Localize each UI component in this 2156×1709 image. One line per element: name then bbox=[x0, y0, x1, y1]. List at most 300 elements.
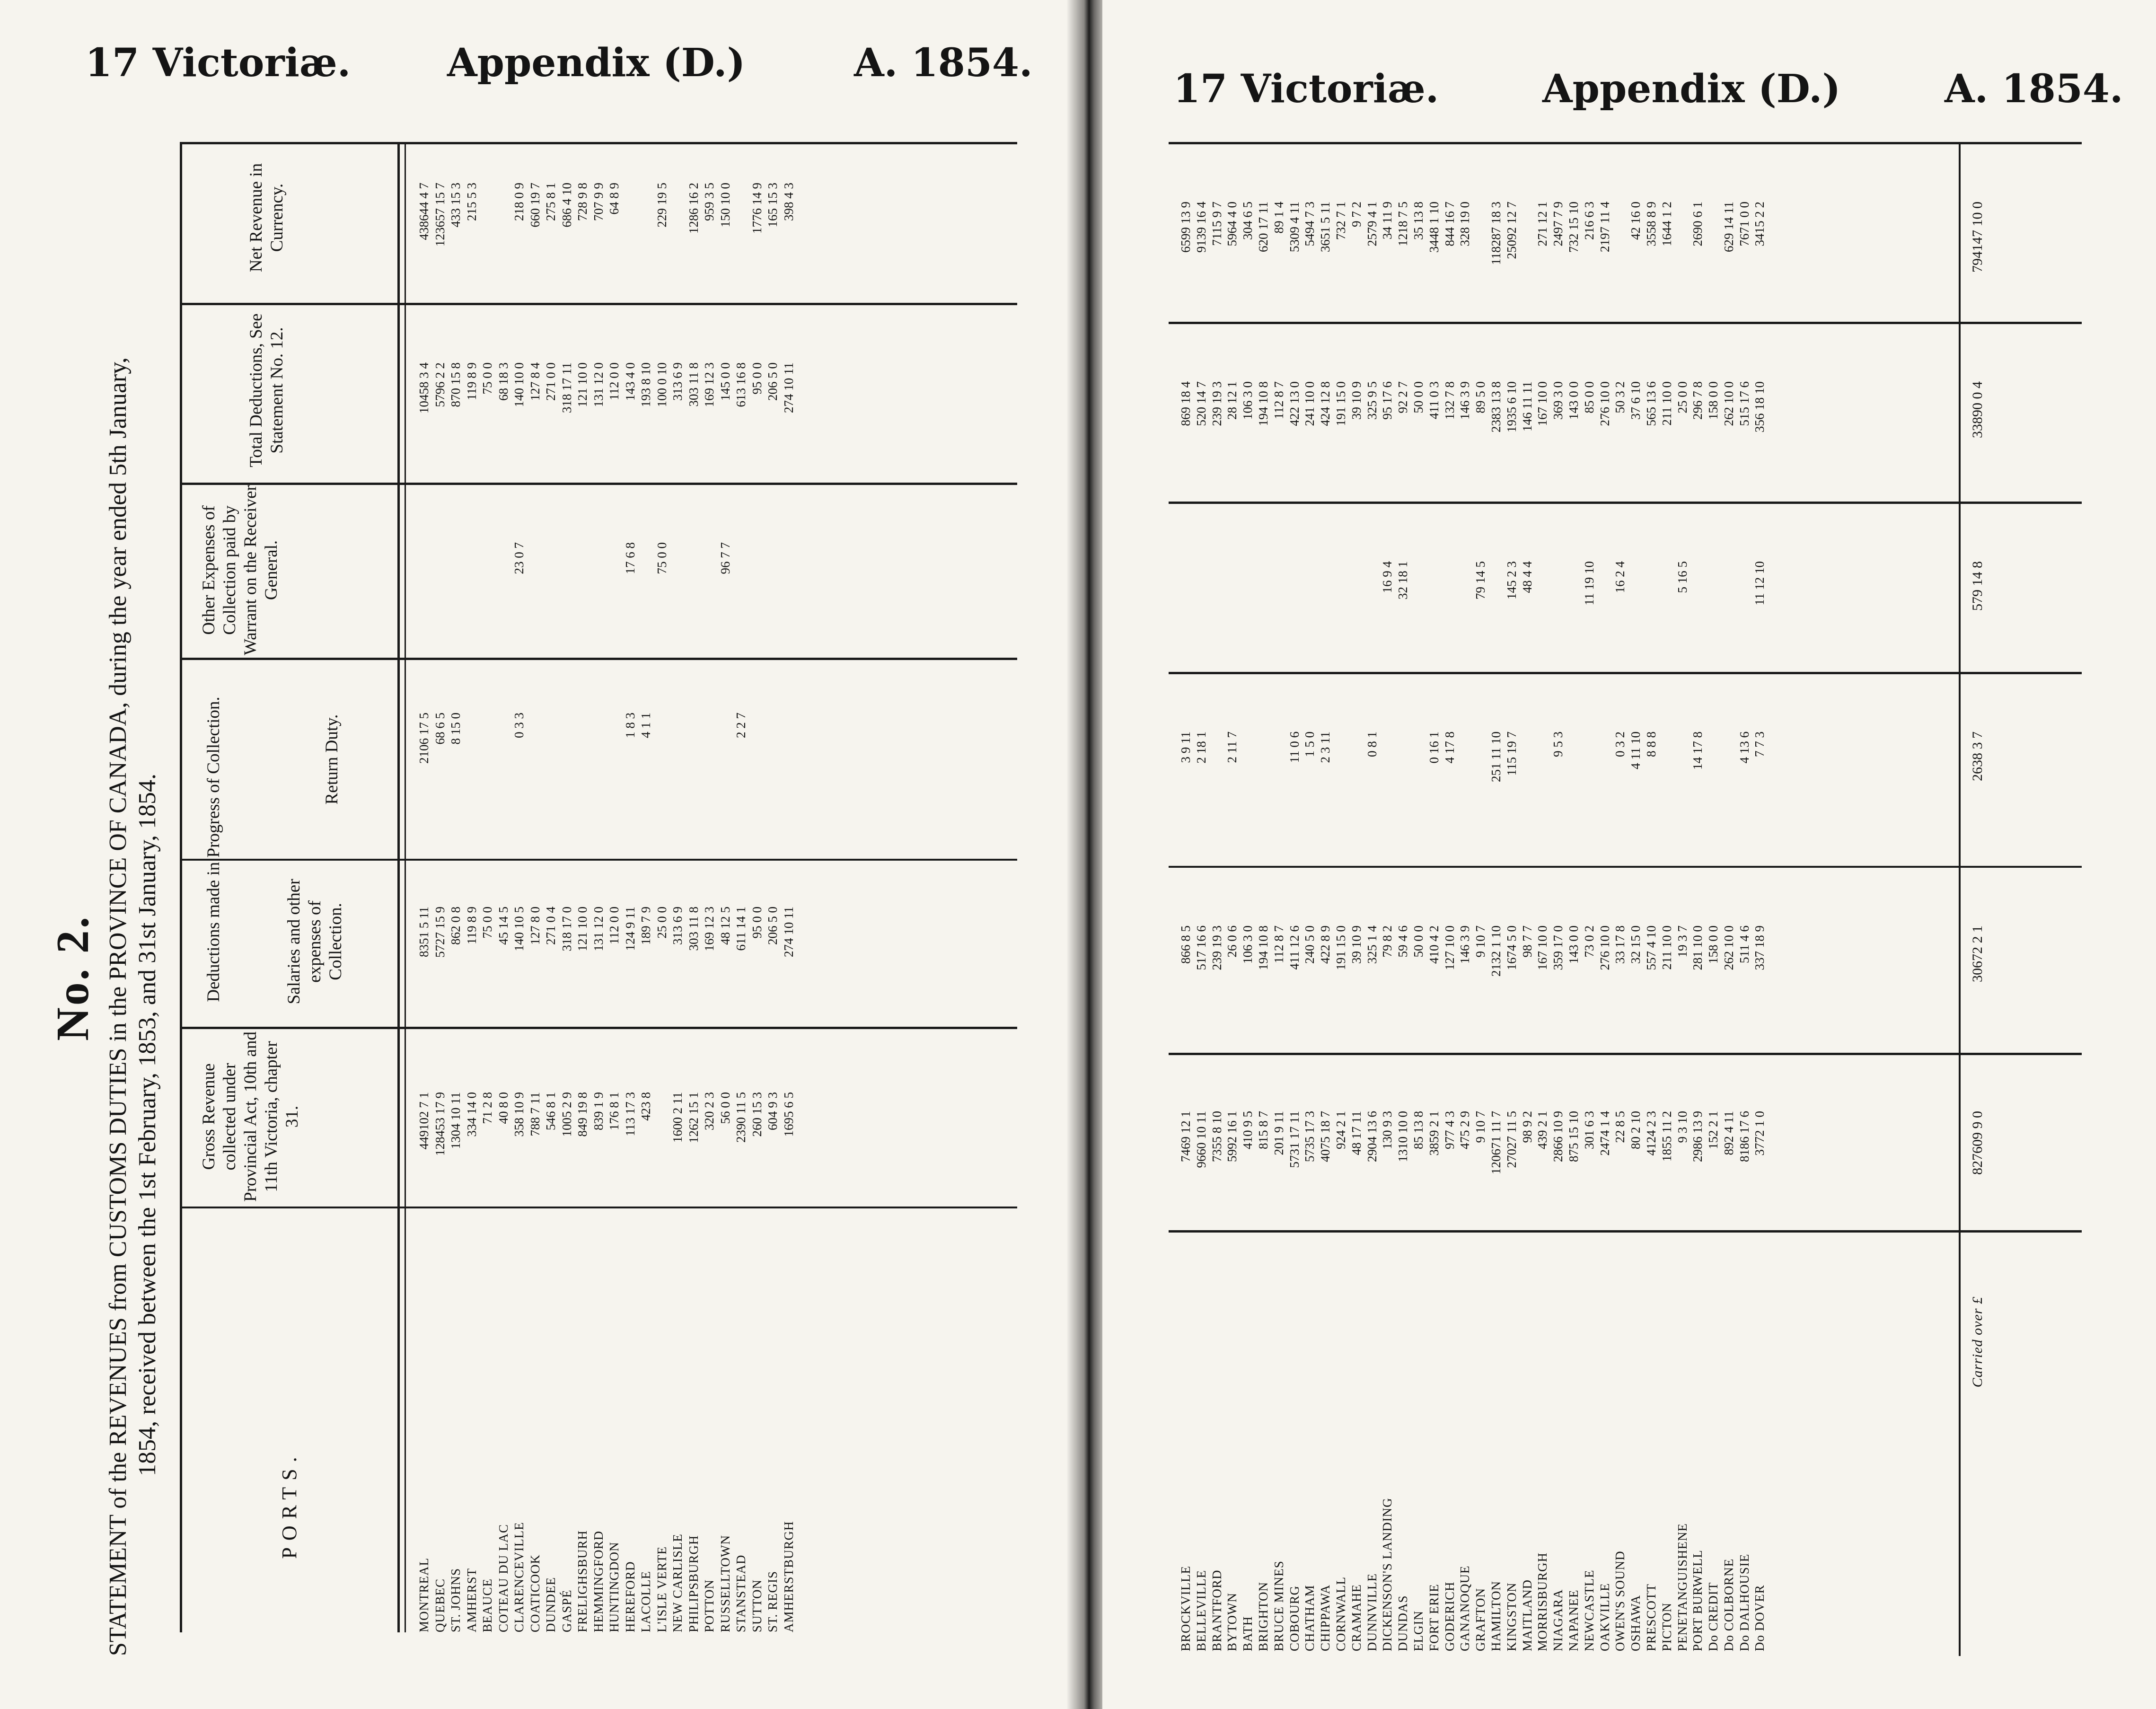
gross-revenue: 3772 1 0 bbox=[1752, 1111, 1767, 1156]
return-duty: 4 1 1 bbox=[639, 713, 653, 738]
net-revenue: 728 9 8 bbox=[575, 183, 590, 221]
salaries-expenses: 189 7 9 bbox=[639, 907, 653, 945]
gross-revenue: 815 8 7 bbox=[1256, 1111, 1270, 1149]
salaries-expenses: 239 19 3 bbox=[1209, 925, 1224, 970]
other-expenses bbox=[1364, 561, 1380, 731]
col-header-ports: PORTS. bbox=[278, 1450, 301, 1559]
gross-revenue: 9660 10 11 bbox=[1194, 1111, 1208, 1168]
return-duty: 4 17 8 bbox=[1442, 731, 1457, 764]
salaries-expenses: 95 0 0 bbox=[749, 907, 764, 939]
return-duty bbox=[670, 713, 686, 907]
net-revenue: 25092 12 7 bbox=[1504, 202, 1519, 259]
total-deductions: 50 3 2 bbox=[1613, 381, 1628, 414]
gross-revenue: 875 15 10 bbox=[1566, 1111, 1581, 1162]
net-revenue: 216 6 3 bbox=[1582, 202, 1596, 240]
left-table-body bbox=[416, 142, 797, 1632]
gross-revenue: 2904 13 6 bbox=[1364, 1111, 1379, 1162]
gross-revenue: 130 9 3 bbox=[1380, 1111, 1395, 1149]
net-revenue: 844 16 7 bbox=[1442, 202, 1457, 247]
return-duty bbox=[765, 713, 781, 907]
net-revenue: 35 13 8 bbox=[1411, 202, 1426, 240]
return-duty: 1 5 0 bbox=[1302, 731, 1317, 757]
table-row bbox=[1550, 142, 1566, 1651]
salaries-expenses: 411 12 6 bbox=[1287, 925, 1302, 970]
port-name: HAMILTON bbox=[1488, 1580, 1503, 1651]
other-expenses bbox=[1690, 561, 1706, 731]
port-name: BATH bbox=[1241, 1616, 1255, 1651]
net-revenue bbox=[1675, 202, 1690, 381]
other-expenses: 32 18 1 bbox=[1396, 561, 1410, 599]
port-name: COATICOOK bbox=[528, 1554, 542, 1632]
gross-revenue: 98 9 2 bbox=[1520, 1111, 1534, 1143]
other-expenses: 48 4 4 bbox=[1520, 561, 1534, 593]
table-rule-header-2 bbox=[405, 142, 406, 1632]
port-name: STANSTEAD bbox=[734, 1554, 748, 1632]
net-revenue bbox=[480, 183, 496, 362]
total-deductions: 158 0 0 bbox=[1706, 381, 1721, 420]
other-expenses: 17 6 8 bbox=[623, 542, 637, 574]
return-duty bbox=[1256, 731, 1271, 925]
header-right-year: A. 1854. bbox=[1945, 66, 2123, 112]
table-row bbox=[1659, 142, 1675, 1651]
other-expenses bbox=[1287, 561, 1302, 731]
gross-revenue: 8186 17 6 bbox=[1737, 1111, 1751, 1162]
salaries-expenses: 410 4 2 bbox=[1426, 925, 1441, 964]
port-name: ELGIN bbox=[1411, 1611, 1426, 1651]
salaries-expenses: 19 3 7 bbox=[1675, 925, 1690, 958]
other-expenses: 11 19 10 bbox=[1582, 561, 1596, 606]
other-expenses bbox=[591, 542, 607, 713]
salaries-expenses: 1674 5 0 bbox=[1504, 925, 1519, 970]
total-deductions: 325 9 5 bbox=[1364, 381, 1379, 420]
return-duty bbox=[1582, 731, 1597, 925]
net-revenue: 165 15 3 bbox=[766, 183, 780, 228]
gross-revenue: 113 17 3 bbox=[623, 1092, 637, 1136]
table-row bbox=[1457, 142, 1473, 1651]
port-name: GODERICH bbox=[1442, 1581, 1457, 1651]
other-expenses bbox=[575, 542, 591, 713]
table-row bbox=[1442, 142, 1458, 1651]
return-duty: 0 8 1 bbox=[1364, 731, 1379, 757]
port-name: AMHERST bbox=[464, 1568, 479, 1632]
other-expenses bbox=[1178, 561, 1194, 731]
net-revenue: 218 0 9 bbox=[512, 183, 526, 221]
gross-revenue: 5735 17 3 bbox=[1302, 1111, 1317, 1162]
salaries-expenses: 119 8 9 bbox=[464, 907, 479, 944]
port-name: BRANTFORD bbox=[1209, 1569, 1224, 1651]
other-expenses bbox=[1721, 561, 1737, 731]
gross-revenue: 48 17 11 bbox=[1349, 1111, 1364, 1155]
net-revenue: 3651 5 11 bbox=[1318, 202, 1333, 252]
salaries-expenses: 146 3 9 bbox=[1458, 925, 1472, 964]
net-revenue: 3448 1 10 bbox=[1426, 202, 1441, 253]
salaries-expenses: 303 11 8 bbox=[686, 907, 701, 951]
net-revenue: 7671 0 0 bbox=[1737, 202, 1751, 247]
table-row bbox=[543, 142, 559, 1632]
gross-revenue: 85 13 8 bbox=[1411, 1111, 1426, 1149]
other-expenses bbox=[496, 542, 512, 713]
gross-revenue: 1005 2 9 bbox=[559, 1092, 574, 1137]
net-revenue: 732 15 10 bbox=[1566, 202, 1581, 253]
port-name: CORNWALL bbox=[1333, 1577, 1348, 1651]
carried-over-salaries: 30672 2 1 bbox=[1970, 925, 1985, 982]
port-name: LACOLLE bbox=[639, 1571, 653, 1632]
salaries-expenses: 127 10 0 bbox=[1442, 925, 1457, 970]
total-deductions: 276 10 0 bbox=[1597, 381, 1612, 426]
salaries-expenses: 866 8 5 bbox=[1179, 925, 1193, 964]
total-deductions: 112 0 0 bbox=[607, 362, 621, 400]
table-row bbox=[1178, 142, 1194, 1651]
return-duty bbox=[1209, 731, 1225, 925]
table-row bbox=[781, 142, 797, 1632]
net-revenue bbox=[1612, 202, 1628, 381]
port-name: RUSSELLTOWN bbox=[718, 1534, 732, 1632]
table-row bbox=[686, 142, 702, 1632]
return-duty bbox=[591, 713, 607, 907]
net-revenue: 215 5 3 bbox=[464, 183, 479, 221]
port-name: PRESCOTT bbox=[1644, 1583, 1658, 1651]
gross-revenue: 9 3 10 bbox=[1675, 1111, 1690, 1143]
return-duty: 7 7 3 bbox=[1752, 731, 1767, 757]
table-row bbox=[1582, 142, 1597, 1651]
total-deductions: 515 17 6 bbox=[1737, 381, 1751, 426]
salaries-expenses: 73 0 2 bbox=[1582, 925, 1596, 958]
return-duty bbox=[1706, 731, 1721, 925]
table-row bbox=[1737, 142, 1752, 1651]
net-revenue: 118287 18 3 bbox=[1488, 202, 1503, 265]
salaries-expenses: 45 14 5 bbox=[496, 907, 510, 945]
port-name: MORRISBURGH bbox=[1535, 1552, 1550, 1651]
return-duty: 8 15 0 bbox=[449, 713, 463, 745]
other-expenses bbox=[1566, 561, 1582, 731]
other-expenses bbox=[686, 542, 702, 713]
table-row bbox=[416, 142, 432, 1632]
salaries-expenses: 517 16 6 bbox=[1194, 925, 1208, 970]
table-row bbox=[1504, 142, 1520, 1651]
return-duty: 2 18 1 bbox=[1194, 731, 1208, 764]
other-expenses bbox=[702, 542, 718, 713]
port-name: L'ISLE VERTE bbox=[654, 1546, 669, 1632]
gross-revenue: 849 19 8 bbox=[575, 1092, 590, 1137]
header-left-regnal-year: 17 Victoriæ. bbox=[1173, 66, 1439, 112]
table-row bbox=[1256, 142, 1271, 1651]
salaries-expenses: 8351 5 11 bbox=[417, 907, 431, 957]
net-revenue bbox=[670, 183, 686, 362]
table-row bbox=[575, 142, 591, 1632]
carried-over-gross: 827609 9 0 bbox=[1970, 1111, 1985, 1175]
net-revenue: 5494 7 3 bbox=[1302, 202, 1317, 247]
table-row bbox=[654, 142, 670, 1632]
salaries-expenses: 26 0 6 bbox=[1225, 925, 1240, 958]
return-duty bbox=[1659, 731, 1675, 925]
net-revenue bbox=[1520, 202, 1535, 381]
statement-number: No. 2. bbox=[47, 915, 98, 1041]
gross-revenue: 22 8 5 bbox=[1613, 1111, 1628, 1143]
other-expenses bbox=[1659, 561, 1675, 731]
total-deductions: 193 8 10 bbox=[639, 362, 653, 407]
port-name: KINGSTON bbox=[1504, 1582, 1519, 1651]
port-name: ST. JOHNS bbox=[449, 1568, 463, 1632]
salaries-expenses: 325 1 4 bbox=[1364, 925, 1379, 964]
return-duty bbox=[1535, 731, 1550, 925]
return-duty bbox=[575, 713, 591, 907]
gross-revenue: 358 10 9 bbox=[512, 1092, 526, 1137]
table-row bbox=[480, 142, 496, 1632]
salaries-expenses: 48 12 5 bbox=[718, 907, 732, 945]
carried-over-net: 794147 10 0 bbox=[1970, 202, 1985, 273]
salaries-expenses: 106 3 0 bbox=[1241, 925, 1255, 964]
other-expenses bbox=[607, 542, 623, 713]
port-name: POTTON bbox=[702, 1579, 716, 1632]
port-name: FORT ERIE bbox=[1426, 1584, 1441, 1651]
port-name: NEWCASTLE bbox=[1582, 1569, 1596, 1651]
total-deductions: 424 12 8 bbox=[1318, 381, 1333, 426]
return-duty bbox=[1380, 731, 1395, 925]
gross-revenue: 7355 8 10 bbox=[1209, 1111, 1224, 1162]
port-name: COBOURG bbox=[1287, 1585, 1302, 1651]
salaries-expenses: 337 18 9 bbox=[1752, 925, 1767, 970]
col-header-other-expenses: Other Expenses of Collection paid by Warrant on the Receiver General. bbox=[199, 485, 281, 655]
return-duty: 2 11 7 bbox=[1225, 731, 1240, 763]
net-revenue: 3558 8 9 bbox=[1644, 202, 1658, 247]
port-name: NAPANEE bbox=[1566, 1589, 1581, 1651]
total-deductions: 146 3 9 bbox=[1458, 381, 1472, 420]
salaries-expenses: 359 17 0 bbox=[1551, 925, 1566, 970]
total-deductions: 143 4 0 bbox=[623, 362, 637, 401]
port-name: PENETANGUISHENE bbox=[1675, 1523, 1690, 1651]
total-deductions: 75 0 0 bbox=[480, 362, 494, 395]
net-revenue: 1776 14 9 bbox=[749, 183, 764, 234]
total-deductions: 869 18 4 bbox=[1179, 381, 1193, 426]
total-deductions: 356 18 10 bbox=[1752, 381, 1767, 432]
other-expenses bbox=[432, 542, 449, 713]
net-revenue: 123657 15 7 bbox=[432, 183, 447, 247]
net-revenue bbox=[733, 183, 749, 362]
salaries-expenses: 140 10 5 bbox=[512, 907, 526, 951]
gross-revenue: 1262 15 1 bbox=[686, 1092, 701, 1143]
statement-title-line2: 1854, received between the 1st February, 1853, and 31st January, 1854. bbox=[134, 774, 161, 1476]
gross-revenue: 120671 11 7 bbox=[1488, 1111, 1503, 1174]
gross-revenue: 3859 2 1 bbox=[1426, 1111, 1441, 1156]
net-revenue: 398 4 3 bbox=[781, 183, 796, 221]
gross-revenue: 128453 17 9 bbox=[432, 1092, 447, 1156]
salaries-expenses: 511 4 6 bbox=[1737, 925, 1751, 963]
port-name: MONTREAL bbox=[417, 1558, 431, 1632]
return-duty: 0 16 1 bbox=[1426, 731, 1441, 764]
other-expenses bbox=[1597, 561, 1613, 731]
col-header-total-deductions: Total Deductions, See Statement No. 12. bbox=[246, 313, 287, 467]
table-row bbox=[1520, 142, 1535, 1651]
net-revenue: 304 6 5 bbox=[1241, 202, 1255, 240]
salaries-expenses: 131 12 0 bbox=[591, 907, 606, 951]
total-deductions: 112 8 7 bbox=[1271, 381, 1286, 419]
gross-revenue: 56 0 0 bbox=[718, 1092, 732, 1124]
gross-revenue: 924 2 1 bbox=[1333, 1111, 1348, 1149]
return-duty bbox=[1473, 731, 1488, 925]
gross-revenue: 977 4 3 bbox=[1442, 1111, 1457, 1149]
other-expenses bbox=[765, 542, 781, 713]
other-expenses bbox=[464, 542, 480, 713]
other-expenses bbox=[670, 542, 686, 713]
col-header-return-duty: Return Duty. bbox=[322, 714, 342, 805]
col-header-gross: Gross Revenue collected under Provincial Act, 10th and 11th Victoria, chapter 31. bbox=[199, 1031, 302, 1202]
table-row bbox=[1488, 142, 1504, 1651]
gross-revenue: 4124 2 3 bbox=[1644, 1111, 1658, 1156]
total-deductions: 206 5 0 bbox=[766, 362, 780, 401]
salaries-expenses: 39 10 9 bbox=[1349, 925, 1364, 964]
port-name: Do COLBORNE bbox=[1721, 1558, 1736, 1651]
net-revenue: 686 4 10 bbox=[559, 183, 574, 228]
other-expenses bbox=[781, 542, 797, 713]
statement-title-block bbox=[47, 180, 161, 1656]
other-expenses: 11 12 10 bbox=[1752, 561, 1767, 606]
salaries-expenses: 9 10 7 bbox=[1473, 925, 1488, 958]
return-duty bbox=[718, 713, 734, 907]
salaries-expenses: 5727 15 9 bbox=[432, 907, 447, 958]
return-duty: 2 3 11 bbox=[1318, 731, 1333, 763]
total-deductions: 313 6 9 bbox=[670, 362, 685, 401]
salaries-expenses: 313 6 9 bbox=[670, 907, 685, 945]
net-revenue bbox=[623, 183, 639, 362]
net-revenue: 9139 16 4 bbox=[1194, 202, 1208, 253]
gross-revenue: 5992 16 1 bbox=[1225, 1111, 1240, 1162]
other-expenses bbox=[749, 542, 766, 713]
other-expenses bbox=[1426, 561, 1442, 731]
total-deductions: 262 10 0 bbox=[1721, 381, 1736, 426]
return-duty: 8 8 8 bbox=[1644, 731, 1658, 757]
table-row bbox=[496, 142, 512, 1632]
net-revenue: 660 19 7 bbox=[528, 183, 542, 228]
salaries-expenses: 271 0 4 bbox=[544, 907, 558, 945]
salaries-expenses: 318 17 0 bbox=[559, 907, 574, 951]
col-header-deductions-group: Deductions made in Progress of Collection. bbox=[204, 696, 223, 1002]
return-duty bbox=[1520, 731, 1535, 925]
salaries-expenses: 281 10 0 bbox=[1690, 925, 1705, 970]
net-revenue bbox=[1473, 202, 1488, 381]
salaries-expenses: 274 10 11 bbox=[781, 907, 796, 957]
other-expenses: 96 7 7 bbox=[718, 542, 732, 574]
gross-revenue: 71 2 8 bbox=[480, 1092, 494, 1124]
left-page bbox=[0, 0, 1074, 1709]
net-revenue: 620 17 11 bbox=[1256, 202, 1270, 252]
port-name: CRAMAHE bbox=[1349, 1584, 1364, 1651]
return-duty bbox=[1721, 731, 1737, 925]
total-deductions: 411 0 3 bbox=[1426, 381, 1441, 419]
total-deductions: 271 0 0 bbox=[544, 362, 558, 401]
total-deductions: 100 0 10 bbox=[654, 362, 669, 407]
total-deductions: 613 16 8 bbox=[734, 362, 748, 407]
header-right-year: A. 1854. bbox=[854, 40, 1033, 86]
other-expenses bbox=[1240, 561, 1256, 731]
net-revenue: 629 14 11 bbox=[1721, 202, 1736, 252]
other-expenses bbox=[1628, 561, 1644, 731]
total-deductions: 146 11 11 bbox=[1520, 381, 1534, 432]
net-revenue: 959 3 5 bbox=[702, 183, 716, 221]
port-name: PORT BURWELL bbox=[1690, 1550, 1705, 1651]
other-expenses bbox=[1194, 561, 1209, 731]
port-name: NIAGARA bbox=[1551, 1589, 1566, 1651]
other-expenses bbox=[1550, 561, 1566, 731]
gross-revenue: 1600 2 11 bbox=[670, 1092, 685, 1143]
table-row bbox=[670, 142, 686, 1632]
return-duty bbox=[1240, 731, 1256, 925]
other-expenses bbox=[1224, 561, 1240, 731]
port-name: FRELIGHSBURH bbox=[575, 1530, 590, 1632]
salaries-expenses: 59 4 6 bbox=[1396, 925, 1410, 958]
carried-over-total: 33890 0 4 bbox=[1970, 381, 1985, 438]
port-name: CHATHAM bbox=[1302, 1585, 1317, 1651]
return-duty: 14 17 8 bbox=[1690, 731, 1705, 770]
other-expenses bbox=[1209, 561, 1225, 731]
net-revenue: 2197 11 4 bbox=[1597, 202, 1612, 252]
table-row bbox=[1240, 142, 1256, 1651]
port-name: NEW CARLISLE bbox=[670, 1533, 685, 1632]
header-left-regnal-year: 17 Victoriæ. bbox=[85, 40, 351, 86]
other-expenses bbox=[559, 542, 575, 713]
gross-revenue: 410 9 5 bbox=[1241, 1111, 1255, 1149]
salaries-expenses: 50 0 0 bbox=[1411, 925, 1426, 958]
other-expenses: 23 0 7 bbox=[512, 542, 526, 574]
salaries-expenses: 158 0 0 bbox=[1706, 925, 1721, 964]
salaries-expenses: 143 0 0 bbox=[1566, 925, 1581, 964]
gross-revenue: 546 8 1 bbox=[544, 1092, 558, 1130]
total-deductions: 5796 2 2 bbox=[432, 362, 447, 407]
other-expenses bbox=[1271, 561, 1287, 731]
table-row bbox=[1271, 142, 1287, 1651]
port-name: GASPÉ bbox=[559, 1589, 574, 1632]
salaries-expenses: 167 10 0 bbox=[1535, 925, 1550, 970]
return-duty bbox=[654, 713, 670, 907]
gross-revenue: 7469 12 1 bbox=[1179, 1111, 1193, 1162]
port-name: PICTON bbox=[1659, 1602, 1674, 1651]
header-center-appendix: Appendix (D.) bbox=[1542, 66, 1841, 112]
salaries-expenses: 276 10 0 bbox=[1597, 925, 1612, 970]
port-name: DUNNVILLE bbox=[1364, 1573, 1379, 1651]
salaries-expenses: 262 10 0 bbox=[1721, 925, 1736, 970]
table-row bbox=[1597, 142, 1613, 1651]
net-revenue: 150 10 0 bbox=[718, 183, 732, 228]
total-deductions: 132 7 8 bbox=[1442, 381, 1457, 420]
right-page bbox=[1102, 0, 2156, 1709]
other-expenses bbox=[1411, 561, 1426, 731]
other-expenses bbox=[1256, 561, 1271, 731]
salaries-expenses: 127 8 0 bbox=[528, 907, 542, 945]
col-header-net-revenue: Net Revenue in Currency. bbox=[246, 163, 287, 273]
net-revenue: 9 7 2 bbox=[1349, 202, 1364, 227]
net-revenue: 271 12 1 bbox=[1535, 202, 1550, 247]
other-expenses bbox=[543, 542, 559, 713]
return-duty bbox=[1675, 731, 1690, 925]
gross-revenue: 1304 10 11 bbox=[449, 1092, 463, 1149]
table-row bbox=[511, 142, 528, 1632]
other-expenses bbox=[528, 542, 544, 713]
total-deductions: 2383 13 8 bbox=[1488, 381, 1503, 432]
table-row bbox=[1535, 142, 1550, 1651]
salaries-expenses: 191 15 0 bbox=[1333, 925, 1348, 970]
net-revenue bbox=[1706, 202, 1721, 381]
table-row bbox=[432, 142, 449, 1632]
net-revenue: 438644 4 7 bbox=[417, 183, 431, 240]
other-expenses bbox=[1349, 561, 1364, 731]
port-name: BYTOWN bbox=[1225, 1593, 1240, 1651]
port-name: Do DOVER bbox=[1752, 1585, 1767, 1651]
total-deductions: 85 0 0 bbox=[1582, 381, 1596, 414]
other-expenses bbox=[733, 542, 749, 713]
gross-revenue: 2474 1 4 bbox=[1597, 1111, 1612, 1156]
return-duty bbox=[607, 713, 623, 907]
total-deductions: 119 8 9 bbox=[464, 362, 479, 400]
return-duty bbox=[480, 713, 496, 907]
